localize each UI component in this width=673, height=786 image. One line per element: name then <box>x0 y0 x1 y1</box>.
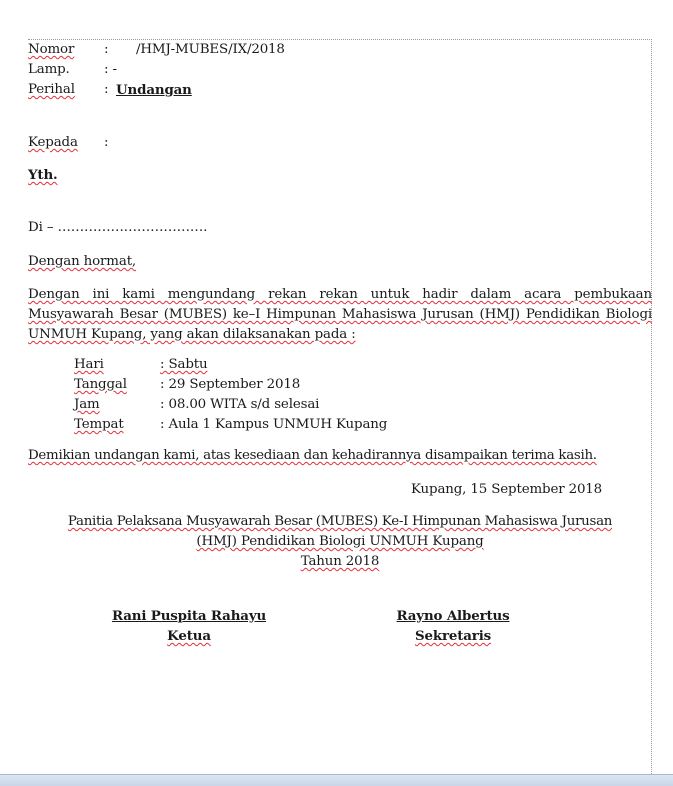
signatory-right <box>394 606 512 646</box>
status-bar <box>0 774 673 786</box>
nomor-value: /HMJ-MUBES/IX/2018 <box>136 42 285 57</box>
perihal-colon: : <box>104 82 109 97</box>
signatory-name: Rayno Albertus <box>396 608 510 624</box>
committee-line-3: Tahun 2018 <box>300 554 380 569</box>
letter-document[interactable] <box>28 40 652 650</box>
signatory-role: Sekretaris <box>414 628 492 644</box>
yth-line: Yth. <box>28 167 58 183</box>
signatory-name: Rani Puspita Rahayu <box>111 608 267 624</box>
nomor-colon: : <box>104 42 109 57</box>
detail-label: Tempat <box>74 417 124 432</box>
lamp-value: : - <box>104 62 117 77</box>
detail-row-tanggal <box>74 375 652 395</box>
event-details <box>74 355 652 435</box>
detail-value: : 08.00 WITA s/d selesai <box>160 397 320 412</box>
place-date: Kupang, 15 September 2018 <box>411 482 603 497</box>
lamp-row <box>28 60 652 80</box>
closing-sentence: Demikian undangan kami, atas kesediaan dan kehadirannya disampaikan terima kasih. <box>28 448 597 463</box>
greeting: Dengan hormat, <box>28 254 137 269</box>
lamp-label: Lamp. <box>28 62 70 77</box>
perihal-label: Perihal <box>28 82 75 97</box>
committee-line-2: (HMJ) Pendidikan Biologi UNMUH Kupang <box>196 534 484 549</box>
di-line: Di – ……………………………. <box>28 220 208 235</box>
detail-label: Jam <box>74 397 100 412</box>
detail-row-jam <box>74 395 652 415</box>
detail-label: Hari <box>74 357 104 372</box>
perihal-row <box>28 80 652 100</box>
nomor-label: Nomor <box>28 42 75 57</box>
detail-value: : Aula 1 Kampus UNMUH Kupang <box>160 417 388 432</box>
signatory-left <box>110 606 268 646</box>
detail-row-hari <box>74 355 652 375</box>
committee-line-1: Panitia Pelaksana Musyawarah Besar (MUBES) Ke-I Himpunan Mahasiswa Jurusan <box>67 514 613 529</box>
nomor-row <box>28 40 652 60</box>
detail-label: Tanggal <box>74 377 127 392</box>
perihal-value: Undangan <box>116 82 192 98</box>
detail-value: : Sabtu <box>160 357 208 372</box>
signatory-role: Ketua <box>167 628 211 644</box>
detail-value: : 29 September 2018 <box>160 377 301 392</box>
signature-area <box>28 606 652 650</box>
kepada-colon: : <box>104 135 109 150</box>
kepada-label: Kepada <box>28 135 78 150</box>
detail-row-tempat <box>74 415 652 435</box>
invitation-paragraph: Dengan ini kami mengundang rekan rekan untuk hadir dalam acara pembukaan Musyawarah Besar (MUBES) ke–I Himpunan Mahasiswa Jurusan (HMJ) Pendidikan Biologi UNMUH Kupang, yang akan dilaksanakan pada : <box>28 287 652 342</box>
kepada-row <box>28 133 652 153</box>
